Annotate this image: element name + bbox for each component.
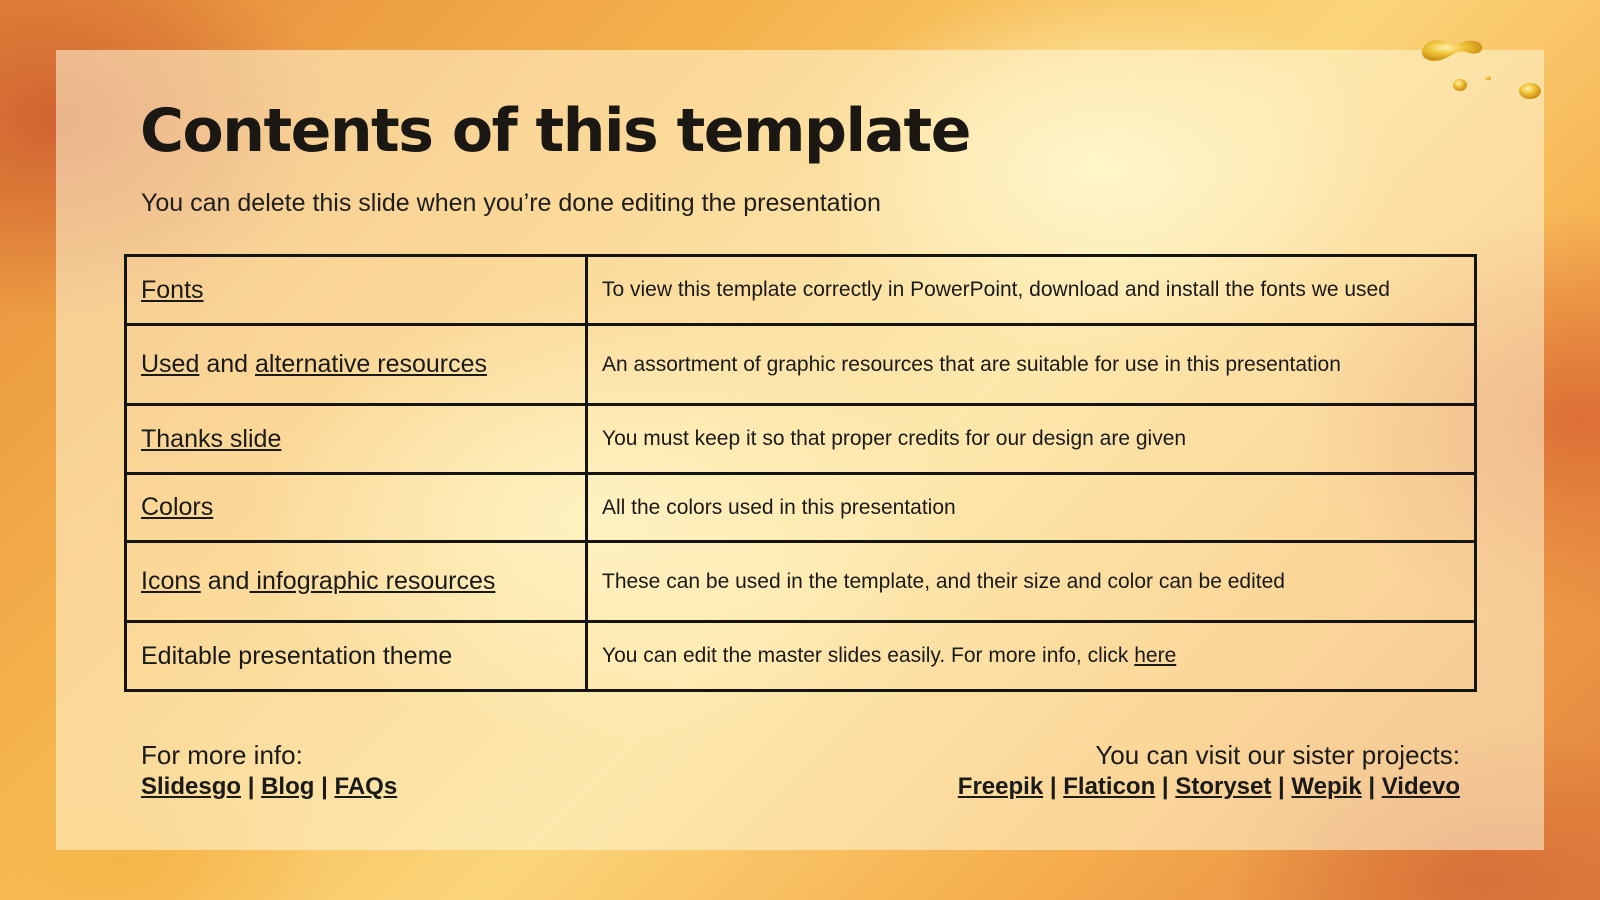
topic-link[interactable]: Fonts — [141, 275, 204, 304]
row-topic-cell — [126, 405, 587, 474]
row-description: You must keep it so that proper credits for our design are given — [602, 427, 1187, 450]
row-description: An assortment of graphic resources that are suitable for use in this presentation — [602, 352, 1341, 376]
sister-projects-links — [958, 771, 1460, 802]
table-row — [126, 405, 1476, 474]
contents-table — [124, 254, 1477, 692]
topic-link[interactable]: Colors — [141, 493, 214, 521]
link-separator: | — [314, 773, 335, 800]
link-separator: | — [1361, 773, 1382, 800]
more-info-links — [141, 771, 397, 802]
table-row — [126, 325, 1476, 405]
topic-text: and — [199, 350, 255, 378]
link-separator: | — [1155, 773, 1176, 800]
page-title: Contents of this template — [140, 96, 970, 166]
row-description-cell — [587, 325, 1476, 405]
topic-link[interactable]: infographic resources — [249, 567, 496, 595]
row-description: All the colors used in this presentation — [602, 495, 956, 519]
here-link[interactable]: here — [1134, 644, 1177, 667]
footer-link-wepik[interactable]: Wepik — [1291, 773, 1362, 800]
topic-link[interactable]: Icons — [141, 567, 201, 595]
page-subtitle: You can delete this slide when you’re done editing the presentation — [141, 189, 881, 217]
row-description: You can edit the master slides easily. For more info, click — [602, 644, 1135, 667]
row-description: To view this template correctly in PowerPoint, download and install the fonts we used — [602, 278, 1390, 301]
footer-link-videvo[interactable]: Videvo — [1381, 773, 1460, 800]
row-description: These can be used in the template, and their size and color can be edited — [602, 569, 1285, 593]
topic-text: and — [200, 567, 250, 595]
table-row — [126, 256, 1476, 325]
topic-link[interactable]: Thanks slide — [141, 424, 282, 453]
more-info-label: For more info: — [141, 740, 303, 770]
table-row — [126, 542, 1476, 622]
topic-link[interactable]: Used — [141, 350, 200, 378]
footer-link-blog[interactable]: Blog — [261, 773, 315, 800]
link-separator: | — [1271, 773, 1292, 800]
row-description-cell — [587, 622, 1476, 691]
footer-link-flaticon[interactable]: Flaticon — [1063, 773, 1156, 800]
link-separator: | — [241, 773, 262, 800]
row-topic-cell — [126, 474, 587, 542]
row-topic-cell — [126, 256, 587, 325]
topic-link[interactable]: alternative resources — [254, 350, 488, 378]
footer-more-info — [141, 740, 397, 802]
row-topic-cell — [126, 325, 587, 405]
sister-projects-label: You can visit our sister projects: — [1095, 740, 1460, 770]
honey-drops-decoration — [1420, 36, 1580, 106]
footer-link-freepik[interactable]: Freepik — [957, 773, 1044, 800]
footer-sister-projects — [958, 740, 1460, 802]
footer-link-faqs[interactable]: FAQs — [334, 773, 398, 800]
row-topic-cell — [126, 542, 587, 622]
footer-link-slidesgo[interactable]: Slidesgo — [141, 773, 242, 800]
row-description-cell — [587, 542, 1476, 622]
link-separator: | — [1043, 773, 1064, 800]
row-topic-cell — [126, 622, 587, 691]
row-description-cell — [587, 256, 1476, 325]
footer-link-storyset[interactable]: Storyset — [1175, 773, 1272, 800]
row-description-cell — [587, 474, 1476, 542]
row-description-cell — [587, 405, 1476, 474]
table-row — [126, 474, 1476, 542]
table-row — [126, 622, 1476, 691]
topic-text: Editable presentation theme — [141, 641, 453, 670]
